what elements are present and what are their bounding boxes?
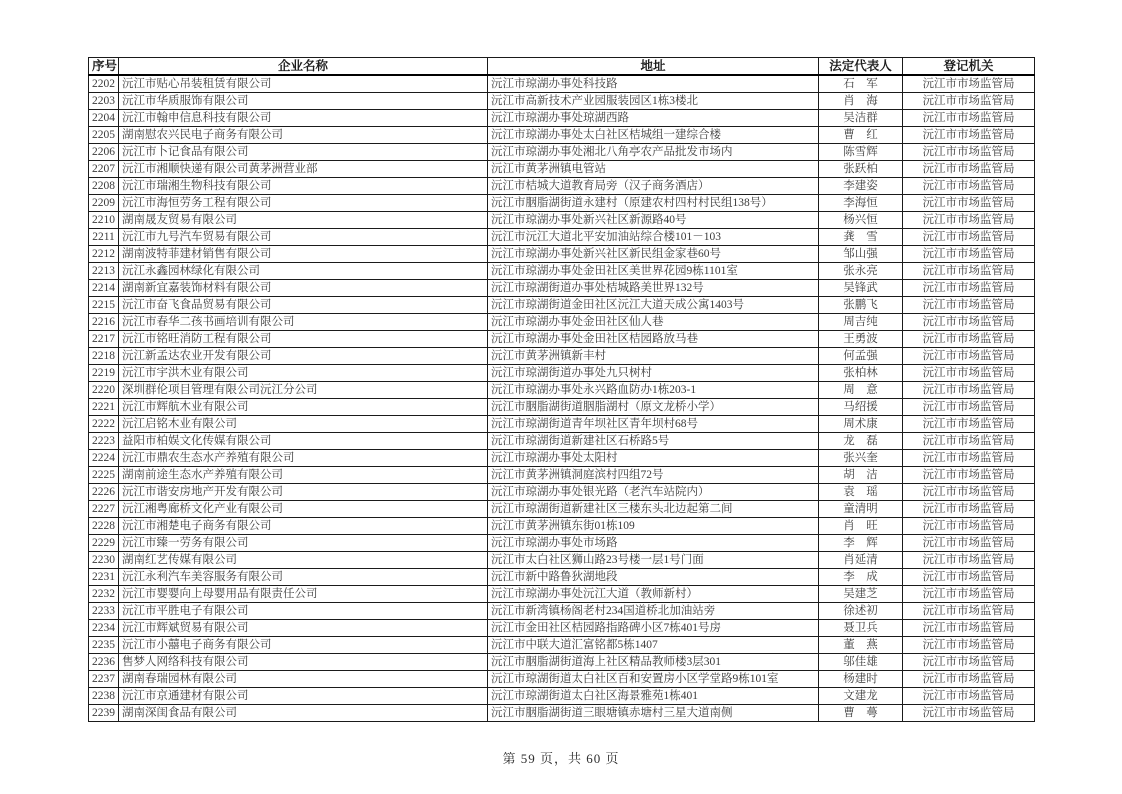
cell-legal-representative: 龙 磊 [819,433,903,450]
table-row [89,654,1035,671]
table-row [89,297,1035,314]
cell-legal-representative: 石 军 [819,75,903,93]
cell-serial-number: 2211 [89,229,119,246]
cell-legal-representative: 杨建时 [819,671,903,688]
cell-company-name: 沅江永利汽车美容服务有限公司 [119,569,488,586]
cell-company-name: 沅江启铭木业有限公司 [119,416,488,433]
cell-company-name: 湖南红艺传媒有限公司 [119,552,488,569]
cell-serial-number: 2230 [89,552,119,569]
cell-serial-number: 2220 [89,382,119,399]
table-row [89,688,1035,705]
table-row [89,552,1035,569]
cell-registration-authority: 沅江市市场监管局 [903,399,1035,416]
table-row [89,263,1035,280]
cell-address: 沅江市黄茅洲镇电管站 [488,161,819,178]
table-row [89,416,1035,433]
cell-company-name: 沅江市婴婴向上母婴用品有限责任公司 [119,586,488,603]
cell-registration-authority: 沅江市市场监管局 [903,331,1035,348]
cell-company-name: 湖南前途生态水产养殖有限公司 [119,467,488,484]
cell-registration-authority: 沅江市市场监管局 [903,467,1035,484]
table-header-row [89,58,1035,76]
cell-serial-number: 2229 [89,535,119,552]
cell-serial-number: 2236 [89,654,119,671]
table-row [89,705,1035,722]
cell-address: 沅江市琼湖街道新建社区三楼东头北边起第二间 [488,501,819,518]
cell-registration-authority: 沅江市市场监管局 [903,416,1035,433]
cell-address: 沅江市琼湖办事处科技路 [488,75,819,93]
cell-company-name: 沅江市湘顺快递有限公司黄茅洲营业部 [119,161,488,178]
cell-company-name: 沅江市湘楚电子商务有限公司 [119,518,488,535]
cell-legal-representative: 陈雪辉 [819,144,903,161]
header-company-name: 企业名称 [119,58,488,76]
cell-registration-authority: 沅江市市场监管局 [903,586,1035,603]
cell-company-name: 沅江市宇洪木业有限公司 [119,365,488,382]
table-row [89,586,1035,603]
cell-address: 沅江市琼湖办事处市场路 [488,535,819,552]
cell-registration-authority: 沅江市市场监管局 [903,671,1035,688]
table-row [89,348,1035,365]
cell-address: 沅江市琼湖办事处太阳村 [488,450,819,467]
cell-registration-authority: 沅江市市场监管局 [903,637,1035,654]
cell-legal-representative: 张兴奎 [819,450,903,467]
table-row [89,314,1035,331]
cell-registration-authority: 沅江市市场监管局 [903,433,1035,450]
cell-legal-representative: 肖 旺 [819,518,903,535]
cell-registration-authority: 沅江市市场监管局 [903,501,1035,518]
cell-company-name: 沅江市瑞湘生物科技有限公司 [119,178,488,195]
cell-legal-representative: 张永亮 [819,263,903,280]
cell-legal-representative: 杨兴恒 [819,212,903,229]
cell-registration-authority: 沅江市市场监管局 [903,297,1035,314]
table-row [89,229,1035,246]
cell-registration-authority: 沅江市市场监管局 [903,552,1035,569]
cell-address: 沅江市琼湖办事处沅江大道（教师新村） [488,586,819,603]
cell-address: 沅江市琼湖办事处金田社区桔园路放马巷 [488,331,819,348]
cell-serial-number: 2232 [89,586,119,603]
cell-registration-authority: 沅江市市场监管局 [903,144,1035,161]
cell-company-name: 沅江市奋飞食品贸易有限公司 [119,297,488,314]
table-row [89,331,1035,348]
table-row [89,467,1035,484]
cell-legal-representative: 张跃柏 [819,161,903,178]
cell-registration-authority: 沅江市市场监管局 [903,382,1035,399]
cell-legal-representative: 李 辉 [819,535,903,552]
cell-registration-authority: 沅江市市场监管局 [903,535,1035,552]
cell-address: 沅江市黄茅洲镇新丰村 [488,348,819,365]
cell-registration-authority: 沅江市市场监管局 [903,620,1035,637]
cell-serial-number: 2235 [89,637,119,654]
cell-serial-number: 2218 [89,348,119,365]
cell-address: 沅江市琼湖办事处琼湖西路 [488,110,819,127]
cell-registration-authority: 沅江市市场监管局 [903,484,1035,501]
cell-legal-representative: 王勇波 [819,331,903,348]
cell-address: 沅江市琼湖办事处金田社区仙人巷 [488,314,819,331]
cell-legal-representative: 徐述初 [819,603,903,620]
cell-address: 沅江市琼湖街道办事处桔城路美世界132号 [488,280,819,297]
company-registry-table [88,57,1035,722]
cell-company-name: 沅江市辉航木业有限公司 [119,399,488,416]
cell-legal-representative: 吴洁群 [819,110,903,127]
table-row [89,382,1035,399]
cell-company-name: 湖南深闺食品有限公司 [119,705,488,722]
cell-serial-number: 2208 [89,178,119,195]
cell-registration-authority: 沅江市市场监管局 [903,569,1035,586]
cell-registration-authority: 沅江市市场监管局 [903,212,1035,229]
cell-company-name: 沅江市翰申信息科技有限公司 [119,110,488,127]
table-row [89,671,1035,688]
table-row [89,620,1035,637]
cell-address: 沅江市琼湖办事处新兴社区新民组金家巷60号 [488,246,819,263]
cell-legal-representative: 周术康 [819,416,903,433]
cell-serial-number: 2233 [89,603,119,620]
cell-address: 沅江市高新技术产业园服装园区1栋3楼北 [488,93,819,110]
cell-serial-number: 2203 [89,93,119,110]
cell-legal-representative: 聂卫兵 [819,620,903,637]
cell-company-name: 沅江市谐安房地产开发有限公司 [119,484,488,501]
cell-serial-number: 2215 [89,297,119,314]
cell-legal-representative: 董 燕 [819,637,903,654]
cell-legal-representative: 周吉纯 [819,314,903,331]
cell-serial-number: 2239 [89,705,119,722]
cell-registration-authority: 沅江市市场监管局 [903,127,1035,144]
cell-company-name: 沅江市臻一劳务有限公司 [119,535,488,552]
cell-address: 沅江市金田社区桔园路指路碑小区7栋401号房 [488,620,819,637]
cell-registration-authority: 沅江市市场监管局 [903,178,1035,195]
cell-registration-authority: 沅江市市场监管局 [903,93,1035,110]
table-row [89,535,1035,552]
header-legal-representative: 法定代表人 [819,58,903,76]
cell-registration-authority: 沅江市市场监管局 [903,348,1035,365]
table-row [89,433,1035,450]
cell-legal-representative: 袁 瑶 [819,484,903,501]
cell-company-name: 湖南慰农兴民电子商务有限公司 [119,127,488,144]
cell-legal-representative: 张柏林 [819,365,903,382]
page-number: 第 59 页，共 60 页 [502,751,620,766]
table-row [89,484,1035,501]
cell-address: 沅江市胭脂湖街道永建村（原建农村四村村民组138号） [488,195,819,212]
table-row [89,603,1035,620]
cell-serial-number: 2210 [89,212,119,229]
cell-serial-number: 2221 [89,399,119,416]
table-row [89,637,1035,654]
cell-serial-number: 2219 [89,365,119,382]
cell-company-name: 沅江市海恒劳务工程有限公司 [119,195,488,212]
table-row [89,144,1035,161]
table-row [89,399,1035,416]
cell-registration-authority: 沅江市市场监管局 [903,195,1035,212]
table-row [89,110,1035,127]
cell-address: 沅江市琼湖街道金田社区沅江大道天成公寓1403号 [488,297,819,314]
cell-company-name: 深圳群伦项目管理有限公司沅江分公司 [119,382,488,399]
cell-company-name: 沅江永鑫园林绿化有限公司 [119,263,488,280]
cell-serial-number: 2231 [89,569,119,586]
cell-serial-number: 2202 [89,75,119,93]
cell-serial-number: 2222 [89,416,119,433]
cell-company-name: 沅江市平胜电子有限公司 [119,603,488,620]
cell-company-name: 沅江市卜记食品有限公司 [119,144,488,161]
cell-address: 沅江市琼湖街道青年坝社区青年坝村68号 [488,416,819,433]
cell-company-name: 湖南晟友贸易有限公司 [119,212,488,229]
cell-serial-number: 2216 [89,314,119,331]
cell-address: 沅江市新中路鲁狄湖地段 [488,569,819,586]
cell-registration-authority: 沅江市市场监管局 [903,705,1035,722]
cell-registration-authority: 沅江市市场监管局 [903,688,1035,705]
cell-address: 沅江市琼湖办事处永兴路血防办1栋203-1 [488,382,819,399]
cell-company-name: 沅江市华质服饰有限公司 [119,93,488,110]
table-row [89,450,1035,467]
cell-company-name: 沅江市铭旺消防工程有限公司 [119,331,488,348]
table-row [89,161,1035,178]
cell-serial-number: 2214 [89,280,119,297]
cell-legal-representative: 胡 洁 [819,467,903,484]
cell-address: 沅江市中联大道汇富铭都5栋1407 [488,637,819,654]
cell-serial-number: 2204 [89,110,119,127]
cell-registration-authority: 沅江市市场监管局 [903,450,1035,467]
cell-legal-representative: 邬佳雄 [819,654,903,671]
cell-legal-representative: 周 意 [819,382,903,399]
cell-legal-representative: 文建龙 [819,688,903,705]
cell-serial-number: 2224 [89,450,119,467]
cell-registration-authority: 沅江市市场监管局 [903,365,1035,382]
cell-registration-authority: 沅江市市场监管局 [903,75,1035,93]
cell-serial-number: 2212 [89,246,119,263]
cell-serial-number: 2238 [89,688,119,705]
cell-company-name: 湖南波特菲建材销售有限公司 [119,246,488,263]
cell-serial-number: 2213 [89,263,119,280]
cell-company-name: 沅江市贴心吊装租赁有限公司 [119,75,488,93]
table-row [89,195,1035,212]
cell-legal-representative: 李海恒 [819,195,903,212]
cell-registration-authority: 沅江市市场监管局 [903,603,1035,620]
cell-address: 沅江市琼湖街道新建社区石桥路5号 [488,433,819,450]
cell-address: 沅江市新湾镇杨阁老村234国道桥北加油站旁 [488,603,819,620]
cell-registration-authority: 沅江市市场监管局 [903,518,1035,535]
cell-address: 沅江市胭脂湖街道海上社区精品教师楼3层301 [488,654,819,671]
table-row [89,280,1035,297]
table-row [89,501,1035,518]
cell-address: 沅江市太白社区狮山路23号楼一层1号门面 [488,552,819,569]
cell-address: 沅江市琼湖办事处太白社区桔城组一建综合楼 [488,127,819,144]
cell-address: 沅江市黄茅洲镇洞庭滨村四组72号 [488,467,819,484]
table-row [89,518,1035,535]
cell-legal-representative: 何孟强 [819,348,903,365]
header-serial-number: 序号 [89,58,119,76]
cell-legal-representative: 李 成 [819,569,903,586]
table-row [89,246,1035,263]
cell-legal-representative: 吴锋武 [819,280,903,297]
cell-address: 沅江市桔城大道教育局旁（汉子商务酒店） [488,178,819,195]
cell-legal-representative: 李建姿 [819,178,903,195]
table-row [89,178,1035,195]
cell-company-name: 湖南春瑞园林有限公司 [119,671,488,688]
cell-company-name: 湖南新宜嘉装饰材料有限公司 [119,280,488,297]
cell-registration-authority: 沅江市市场监管局 [903,161,1035,178]
cell-address: 沅江市沅江大道北平安加油站综合楼101－103 [488,229,819,246]
cell-company-name: 沅江市九号汽车贸易有限公司 [119,229,488,246]
cell-registration-authority: 沅江市市场监管局 [903,280,1035,297]
table-row [89,93,1035,110]
cell-serial-number: 2237 [89,671,119,688]
cell-address: 沅江市琼湖办事处金田社区美世界花园9栋1101室 [488,263,819,280]
table-row [89,212,1035,229]
cell-registration-authority: 沅江市市场监管局 [903,654,1035,671]
cell-serial-number: 2207 [89,161,119,178]
cell-address: 沅江市琼湖办事处湘北八角亭农产品批发市场内 [488,144,819,161]
cell-legal-representative: 曹 红 [819,127,903,144]
cell-legal-representative: 肖延清 [819,552,903,569]
cell-address: 沅江市琼湖街道太白社区百和安置房小区学堂路9栋101室 [488,671,819,688]
cell-serial-number: 2234 [89,620,119,637]
cell-address: 沅江市琼湖办事处新兴社区新源路40号 [488,212,819,229]
header-registration-authority: 登记机关 [903,58,1035,76]
cell-serial-number: 2217 [89,331,119,348]
cell-company-name: 益阳市柏娱文化传媒有限公司 [119,433,488,450]
cell-legal-representative: 童清明 [819,501,903,518]
cell-address: 沅江市黄茅洲镇东街01栋109 [488,518,819,535]
cell-address: 沅江市胭脂湖街道三眼塘镇赤塘村三星大道南侧 [488,705,819,722]
cell-legal-representative: 龚 雪 [819,229,903,246]
cell-legal-representative: 邹山强 [819,246,903,263]
table-row [89,75,1035,93]
cell-serial-number: 2206 [89,144,119,161]
cell-legal-representative: 马绍援 [819,399,903,416]
cell-serial-number: 2226 [89,484,119,501]
header-address: 地址 [488,58,819,76]
cell-legal-representative: 张鹏飞 [819,297,903,314]
table-row [89,365,1035,382]
cell-legal-representative: 吴建芝 [819,586,903,603]
table-row [89,569,1035,586]
cell-serial-number: 2225 [89,467,119,484]
cell-company-name: 沅江湘粤廊桥文化产业有限公司 [119,501,488,518]
cell-registration-authority: 沅江市市场监管局 [903,110,1035,127]
cell-registration-authority: 沅江市市场监管局 [903,314,1035,331]
cell-address: 沅江市琼湖办事处银光路（老汽车站院内） [488,484,819,501]
cell-company-name: 沅江市鼎农生态水产养殖有限公司 [119,450,488,467]
cell-serial-number: 2209 [89,195,119,212]
cell-company-name: 沅江市春华二孩书画培训有限公司 [119,314,488,331]
cell-serial-number: 2228 [89,518,119,535]
cell-serial-number: 2227 [89,501,119,518]
cell-serial-number: 2223 [89,433,119,450]
cell-legal-representative: 肖 海 [819,93,903,110]
cell-address: 沅江市琼湖街道太白社区海景雅苑1栋401 [488,688,819,705]
cell-registration-authority: 沅江市市场监管局 [903,229,1035,246]
cell-company-name: 沅江市京通建材有限公司 [119,688,488,705]
cell-address: 沅江市胭脂湖街道胭脂湖村（原文龙桥小学） [488,399,819,416]
cell-address: 沅江市琼湖街道办事处九只树村 [488,365,819,382]
table-row [89,127,1035,144]
cell-company-name: 售梦人网络科技有限公司 [119,654,488,671]
cell-registration-authority: 沅江市市场监管局 [903,263,1035,280]
cell-company-name: 沅江市小囍电子商务有限公司 [119,637,488,654]
cell-legal-representative: 曹 蕚 [819,705,903,722]
cell-serial-number: 2205 [89,127,119,144]
cell-company-name: 沅江新孟达农业开发有限公司 [119,348,488,365]
cell-registration-authority: 沅江市市场监管局 [903,246,1035,263]
cell-company-name: 沅江市辉斌贸易有限公司 [119,620,488,637]
